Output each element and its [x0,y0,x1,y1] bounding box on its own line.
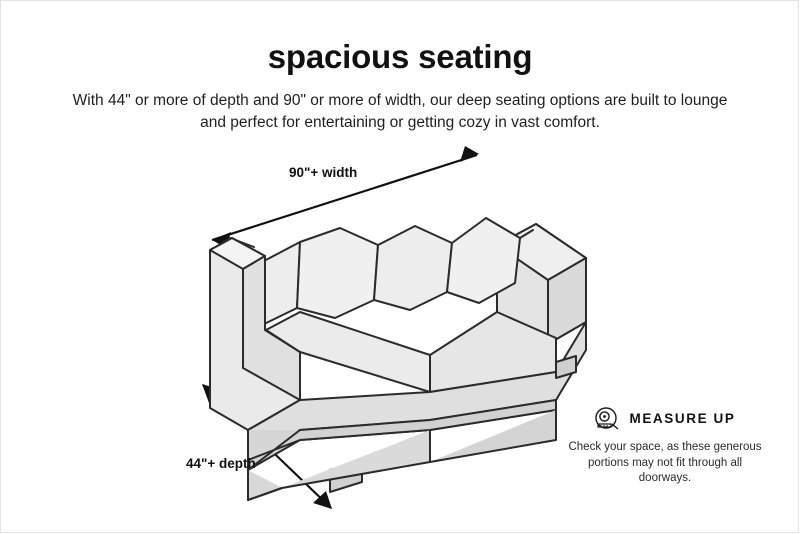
width-dimension-label: 90"+ width [289,165,358,180]
page-title: spacious seating [267,38,533,75]
measuring-tape-icon [594,405,620,431]
sofa-left-front-panel [248,470,282,500]
depth-dimension-label: 44"+ depth [186,456,256,471]
sofa-drawing [210,218,586,500]
measure-up-header [565,405,765,431]
measure-up-block [565,405,765,487]
measure-up-body: Check your space, as these generous portions may not fit through all doorways. [568,441,762,484]
measure-up-title: MEASURE UP [629,410,736,426]
back-cushion-3 [374,226,452,310]
sofa-foot-right [556,356,576,378]
page-subtitle: With 44" or more of depth and 90" or more of width, our deep seating options are built to lounge and perfect for entertaining or getting cozy in vast comfort. [72,92,728,131]
back-cushion-2 [297,228,378,318]
